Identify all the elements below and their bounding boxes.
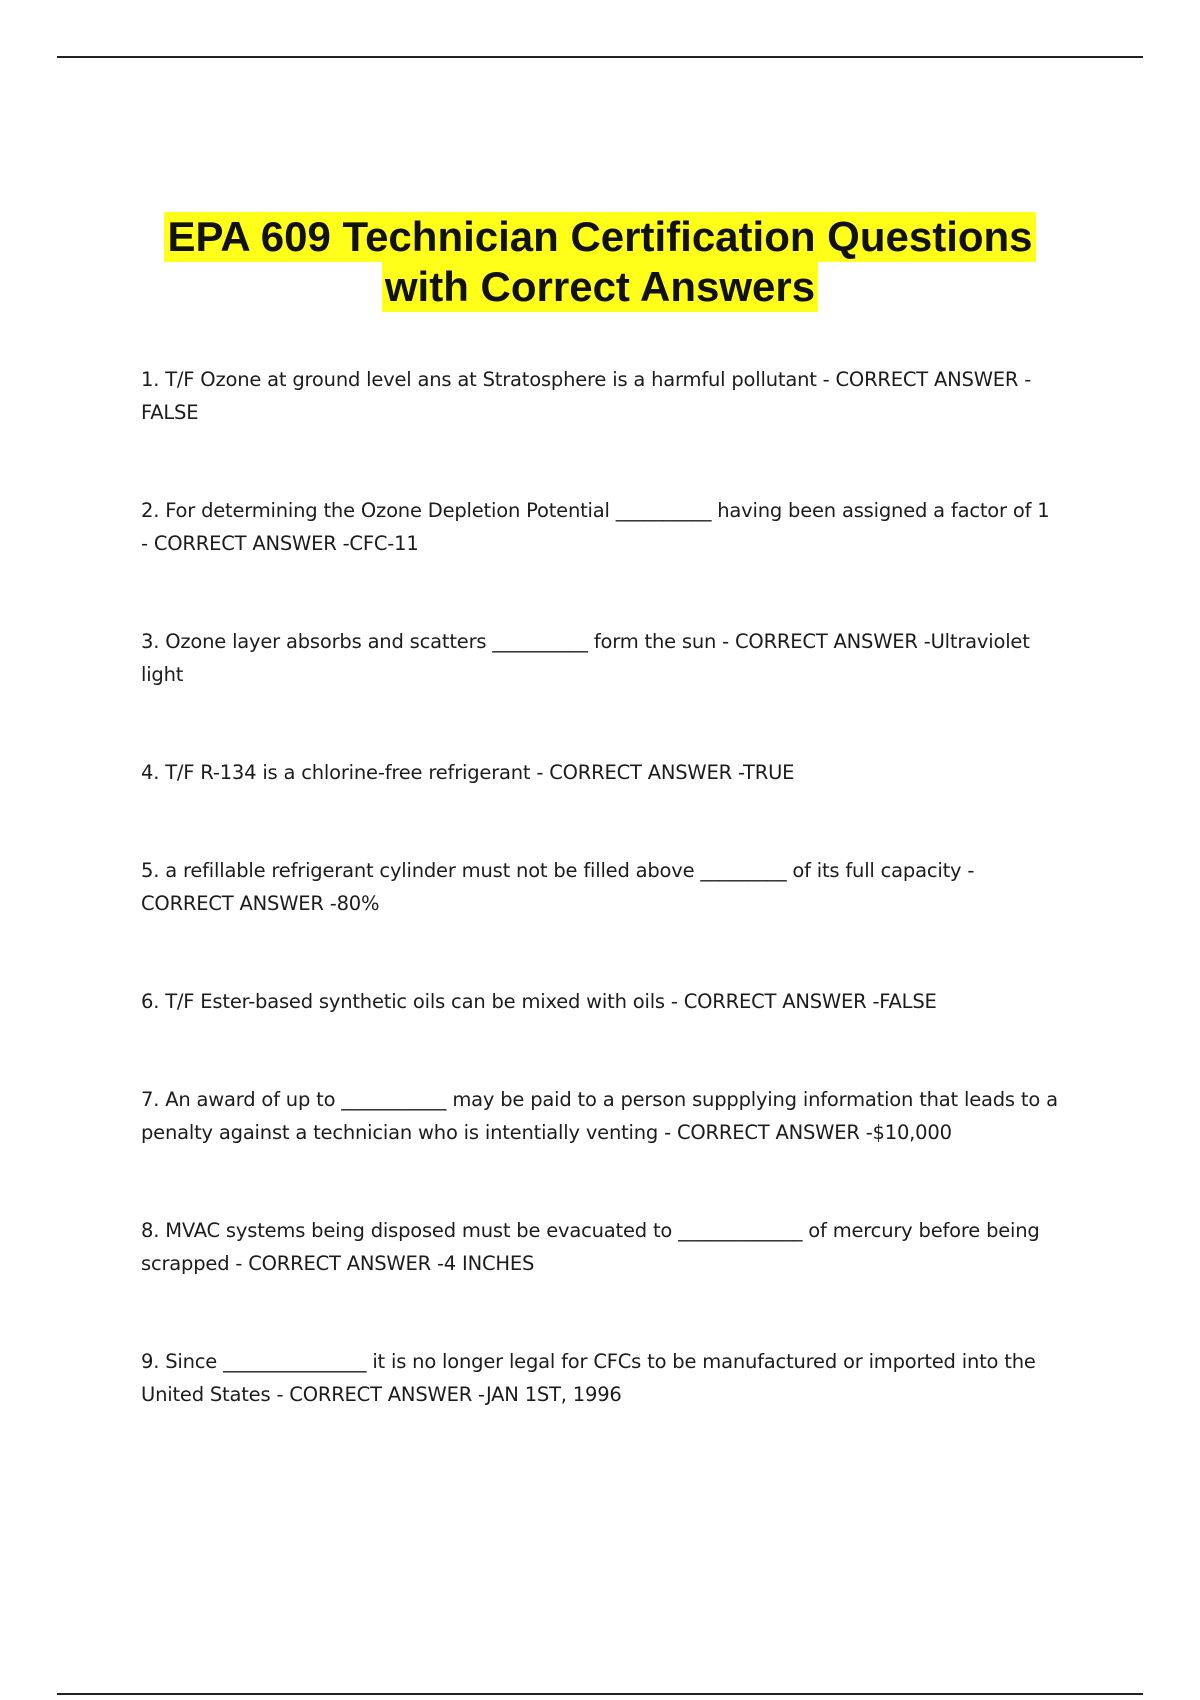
title-line-2: with Correct Answers — [382, 262, 818, 312]
question-item: 5. a refillable refrigerant cylinder must not be filled above _________ of its full capacity - CORRECT ANSWER -80% — [141, 859, 975, 915]
header-rule — [57, 56, 1143, 58]
question-item: 4. T/F R-134 is a chlorine-free refrigerant - CORRECT ANSWER -TRUE — [141, 761, 795, 784]
question-item: 8. MVAC systems being disposed must be evacuated to _____________ of mercury before being scrapped - CORRECT ANSWER -4 INCHES — [141, 1219, 1040, 1275]
question-item: 9. Since _______________ it is no longer legal for CFCs to be manufactured or imported into the United States - CORRECT ANSWER -JAN 1ST, 1996 — [141, 1350, 1036, 1406]
title-line-1: EPA 609 Technician Certification Questions — [164, 212, 1035, 262]
document-title — [0, 212, 1200, 312]
question-item: 7. An award of up to ___________ may be paid to a person suppplying information that leads to a penalty against a technician who is intentially venting - CORRECT ANSWER -$10,000 — [141, 1088, 1058, 1144]
question-item: 6. T/F Ester-based synthetic oils can be mixed with oils - CORRECT ANSWER -FALSE — [141, 990, 937, 1013]
question-item: 2. For determining the Ozone Depletion Potential __________ having been assigned a factor of 1 - CORRECT ANSWER -CFC-11 — [141, 499, 1050, 555]
footer-rule — [57, 1693, 1143, 1695]
question-item: 1. T/F Ozone at ground level ans at Stratosphere is a harmful pollutant - CORRECT ANSWER -FALSE — [141, 368, 1032, 424]
question-item: 3. Ozone layer absorbs and scatters __________ form the sun - CORRECT ANSWER -Ultraviolet light — [141, 630, 1030, 686]
